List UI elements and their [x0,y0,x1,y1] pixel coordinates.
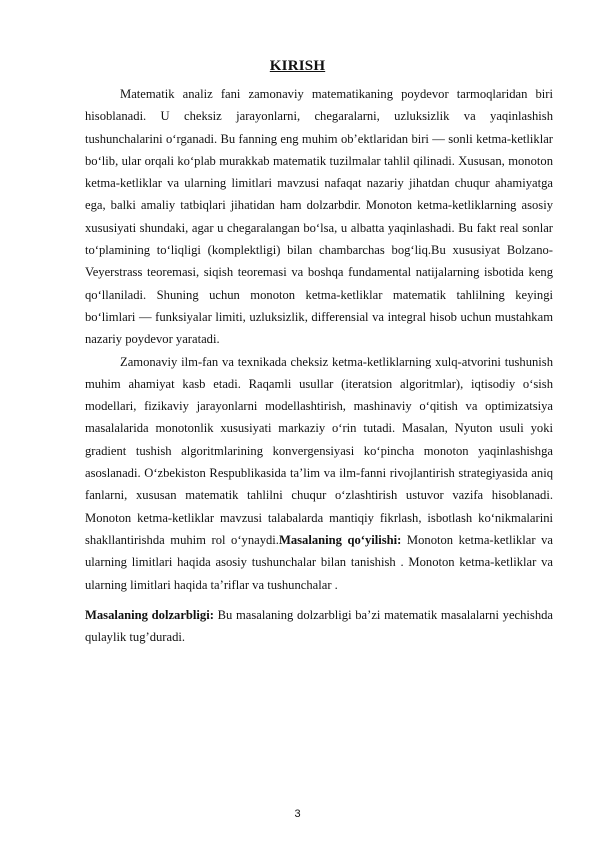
problem-statement-text: Monoton ketma-ketliklar va ularning limitlari haqida asosiy tushunchalar bilan tanishish . Monoton ketma-ketliklar va ularning limitlari haqida ta’riflar va tushunchalar . [85,532,553,592]
urgency-label: Masalaning dolzarbligi: [85,607,214,622]
paragraph-urgency [85,604,553,649]
paragraph-intro: Matematik analiz fani zamonaviy matematikaning poydevor tarmoqlaridan biri hisoblanadi. U cheksiz jarayonlarni, chegaralarni, uzluksizlik va yaqinlashish tushunchalarini o‘rganadi. Bu fanning eng muhim ob’ektlaridan biri — sonli ketma-ketliklar bo‘lib, ular orqali ko‘plab murakkab matematik tuzilmalar tahlil qilinadi. Xususan, monoton ketma-ketliklar va ularning limitlari mavzusi nafaqat nazariy jihatdan chuqur ahamiyatga ega, balki amaliy tatbiqlari jihatidan ham dolzarbdir. Monoton ketma-ketliklarning asosiy xususiyati shundaki, agar u chegaralangan bo‘lsa, u albatta yaqinlashadi. Bu fakt real sonlar to‘plamining to‘liqligi (komplektligi) bilan chambarchas bog‘liq.Bu xususiyat Bolzano-Veyerstrass teoremasi, siqish teoremasi va boshqa fundamental natijalarning isbotida keng qo‘llaniladi. Shuning uchun monoton ketma-ketliklar matematik tahlilning keyingi bo‘limlari — funksiyalar limiti, uzluksizlik, differensial va integral hisob uchun mustahkam nazariy poydevor yaratadi. [85,87,553,347]
page-title: KIRISH [269,58,326,74]
page-number: 3 [294,808,301,820]
document-body [85,83,553,648]
problem-statement-label: Masalaning qo‘yilishi: [278,532,402,547]
paragraph-relevance [85,351,553,596]
urgency-text: Bu masalaning dolzarbligi ba’zi matematik masalalarni yechishda qulaylik tug’duradi. [85,607,553,645]
paragraph-relevance-text: Zamonaviy ilm-fan va texnikada cheksiz ketma-ketliklarning xulq-atvorini tushunish muhim ahamiyat kasb etadi. Raqamli usullar (iteratsion algoritmlar), iqtisodiy o‘sish modellari, fizikaviy jarayonlarni modellashtirish, mashinaviy o‘qitish va optimizatsiya masalalarida monotonlik xususiyati markaziy o‘rin tutadi. Masalan, Nyuton usuli yoki gradient tushish algoritmlarining konvergensiyasi ko‘pincha monoton yaqinlashishga asoslanadi. O‘zbekiston Respublikasida ta’lim va ilm-fanni rivojlantirish strategiyasida aniq fanlarni, xususan matematik tahlilni chuqur o‘zlashtirish ustuvor vazifa hisoblanadi. Monoton ketma-ketliklar mavzusi talabalarda mantiqiy fikrlash, isbotlash ko‘nikmalarini shakllantirishda muhim rol o‘ynaydi. [85,354,553,547]
